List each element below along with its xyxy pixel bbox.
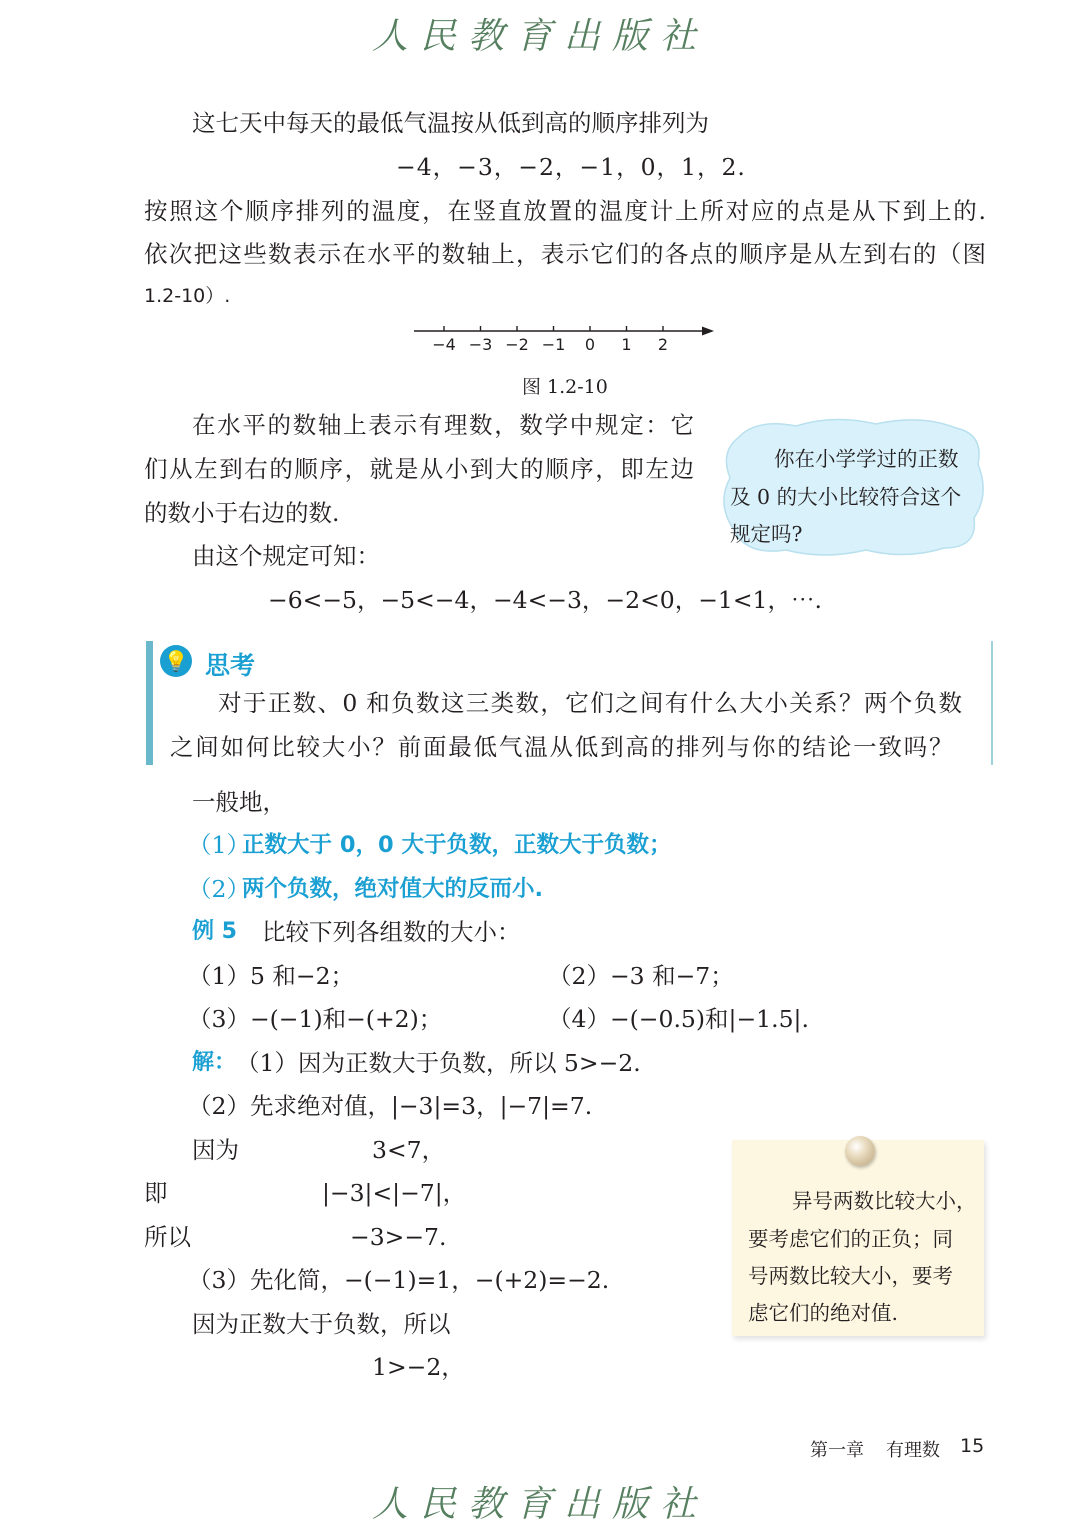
inequalities-example: −6<−5，−5<−4，−4<−3，−2<0，−1<1，⋯. xyxy=(268,586,822,614)
temperature-sequence: −4，−3，−2，−1，0，1，2. xyxy=(396,153,746,181)
sticky-note-line2: 要考虑它们的正负；同 xyxy=(748,1227,953,1251)
figure-caption: 图 1.2-10 xyxy=(522,376,608,398)
cloud-note-line1: 你在小学学过的正数 xyxy=(774,447,959,471)
rule2-text: 两个负数，绝对值大的反而小. xyxy=(242,876,544,902)
example-label: 例 5 xyxy=(192,919,237,944)
rule2-number: （2） xyxy=(188,875,250,903)
number-line-arrow xyxy=(702,327,714,336)
solution-step3-expr: 1>−2， xyxy=(372,1353,465,1381)
example-prompt: 比较下列各组数的大小： xyxy=(262,918,521,946)
cloud-note-line3: 规定吗? xyxy=(730,522,803,546)
publisher-logo-header: 人民教育出版社 xyxy=(371,16,708,57)
number-line-tick-label: −1 xyxy=(541,335,566,354)
para1-line1: 这七天中每天的最低气温按从低到高的顺序排列为 xyxy=(192,109,709,137)
para2-line1: 在水平的数轴上表示有理数，数学中规定：它 xyxy=(192,411,694,439)
rule1-text: 正数大于 0，0 大于负数，正数大于负数； xyxy=(242,832,672,858)
solution-step1: （1）因为正数大于负数，所以 5>−2. xyxy=(236,1049,641,1077)
sticky-note-line4: 虑它们的绝对值. xyxy=(748,1301,899,1325)
footer-chapter-title: 有理数 xyxy=(886,1440,940,1461)
think-line1: 对于正数、0 和负数这三类数，它们之间有什么大小关系？两个负数 xyxy=(218,689,962,717)
number-line-tick-label: −2 xyxy=(505,335,529,354)
solution-step2: （2）先求绝对值，|−3|=3，|−7|=7. xyxy=(188,1092,593,1120)
number-line-tick-label: −3 xyxy=(468,335,493,354)
cloud-note-line2: 及 0 的大小比较符合这个 xyxy=(730,485,962,509)
example-item-2: （2）−3 和−7； xyxy=(548,962,734,990)
rule1-number: （1） xyxy=(188,831,250,859)
example-item-3: （3）−(−1)和−(+2)； xyxy=(188,1005,443,1033)
think-title: 思考 xyxy=(205,651,256,680)
solution-label: 解： xyxy=(192,1050,237,1075)
think-line2: 之间如何比较大小？前面最低气温从低到高的排列与你的结论一致吗？ xyxy=(170,733,955,761)
publisher-logo-footer: 人民教育出版社 xyxy=(371,1484,708,1525)
number-line-tick-label: −4 xyxy=(432,335,456,354)
solution-ie-expr: |−3|<|−7|， xyxy=(322,1179,467,1207)
number-line-tick-label: 1 xyxy=(621,335,632,354)
page-number: 15 xyxy=(960,1435,985,1457)
pushpin-icon xyxy=(845,1136,875,1166)
solution-because-word: 因为 xyxy=(192,1136,239,1164)
solution-step3-because: 因为正数大于负数，所以 xyxy=(192,1310,451,1338)
lightbulb-icon: 💡 xyxy=(160,645,192,677)
solution-because-expr: 3<7， xyxy=(372,1136,446,1164)
solution-so-word: 所以 xyxy=(144,1223,191,1251)
para1-line4: 1.2-10）. xyxy=(144,285,231,307)
number-line-figure xyxy=(408,318,724,360)
solution-ie-word: 即 xyxy=(144,1179,168,1207)
para2-line3: 的数小于右边的数. xyxy=(144,499,340,527)
example-item-4: （4）−(−0.5)和|−1.5|. xyxy=(548,1005,809,1033)
number-line-tick-label: 0 xyxy=(584,335,596,354)
para2-line2: 们从左到右的顺序，就是从小到大的顺序，即左边 xyxy=(144,455,694,483)
para1-line2: 按照这个顺序排列的温度，在竖直放置的温度计上所对应的点是从下到上的. xyxy=(144,197,986,225)
para1-line3: 依次把这些数表示在水平的数轴上，表示它们的各点的顺序是从左到右的（图 xyxy=(144,240,986,268)
rules-intro: 一般地， xyxy=(192,788,286,816)
para2-line4: 由这个规定可知： xyxy=(192,542,380,570)
solution-step3: （3）先化简，−(−1)=1，−(+2)=−2. xyxy=(188,1266,610,1294)
number-line-tick-label: 2 xyxy=(657,335,669,354)
footer-chapter: 第一章 xyxy=(810,1440,864,1461)
sticky-note-line3: 号两数比较大小，要考 xyxy=(748,1264,953,1288)
example-item-1: （1）5 和−2； xyxy=(188,962,355,990)
sticky-note-line1: 异号两数比较大小， xyxy=(792,1189,977,1213)
solution-so-expr: −3>−7. xyxy=(350,1223,447,1251)
